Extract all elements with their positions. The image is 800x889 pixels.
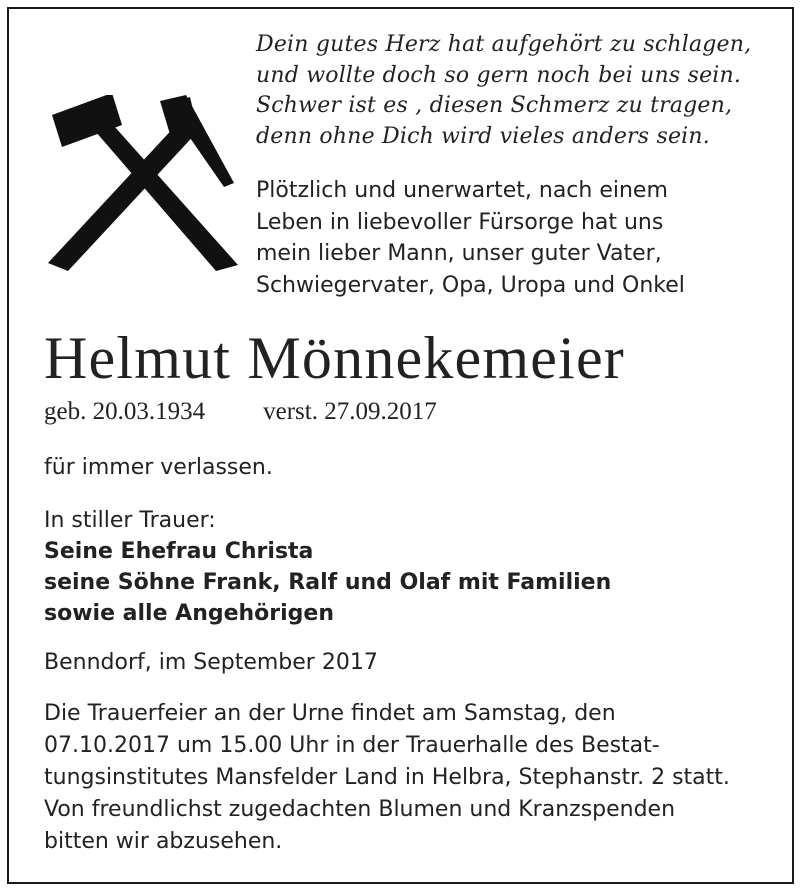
funeral-line: bitten wir abzusehen. xyxy=(44,829,283,854)
poem-line: Schwer ist es , diesen Schmerz zu tragen, xyxy=(256,93,733,119)
intro-line: Leben in liebevoller Fürsorge hat uns xyxy=(256,209,664,235)
mourner-line: sowie alle Angehörigen xyxy=(44,601,335,626)
funeral-line: 07.10.2017 um 15.00 Uhr in der Trauerhalle des Bestat- xyxy=(44,733,660,758)
place-date: Benndorf, im September 2017 xyxy=(44,650,378,675)
intro-line: mein lieber Mann, unser guter Vater, xyxy=(256,241,662,267)
mourner-line: seine Söhne Frank, Ralf und Olaf mit Familien xyxy=(44,570,612,595)
intro-line: Schwiegervater, Opa, Uropa und Onkel xyxy=(256,273,685,299)
life-dates xyxy=(44,397,437,427)
poem-line: und wollte doch so gern noch bei uns sein. xyxy=(256,62,742,88)
funeral-line: Die Trauerfeier an der Urne findet am Samstag, den xyxy=(44,701,616,726)
left-text: für immer verlassen. xyxy=(44,455,273,480)
mourner-line: Seine Ehefrau Christa xyxy=(44,539,314,564)
mourning-intro: In stiller Trauer: xyxy=(44,508,216,533)
funeral-line: Von freundlichst zugedachten Blumen und Kranzspenden xyxy=(44,797,676,822)
funeral-line: tungsinstitutes Mansfelder Land in Helbra, Stephanstr. 2 statt. xyxy=(44,765,730,790)
deceased-name: Helmut Mönnekemeier xyxy=(44,325,625,391)
intro-text xyxy=(256,175,786,302)
poem-line: Dein gutes Herz hat aufgehört zu schlagen, xyxy=(256,32,752,57)
birth-date: geb. 20.03.1934 xyxy=(44,398,206,425)
crossed-hammers-icon xyxy=(38,95,238,280)
poem-line: denn ohne Dich wird vieles anders sein. xyxy=(256,124,710,150)
poem xyxy=(256,30,786,153)
death-date: verst. 27.09.2017 xyxy=(263,398,437,425)
intro-line: Plötzlich und unerwartet, nach einem xyxy=(256,178,668,203)
